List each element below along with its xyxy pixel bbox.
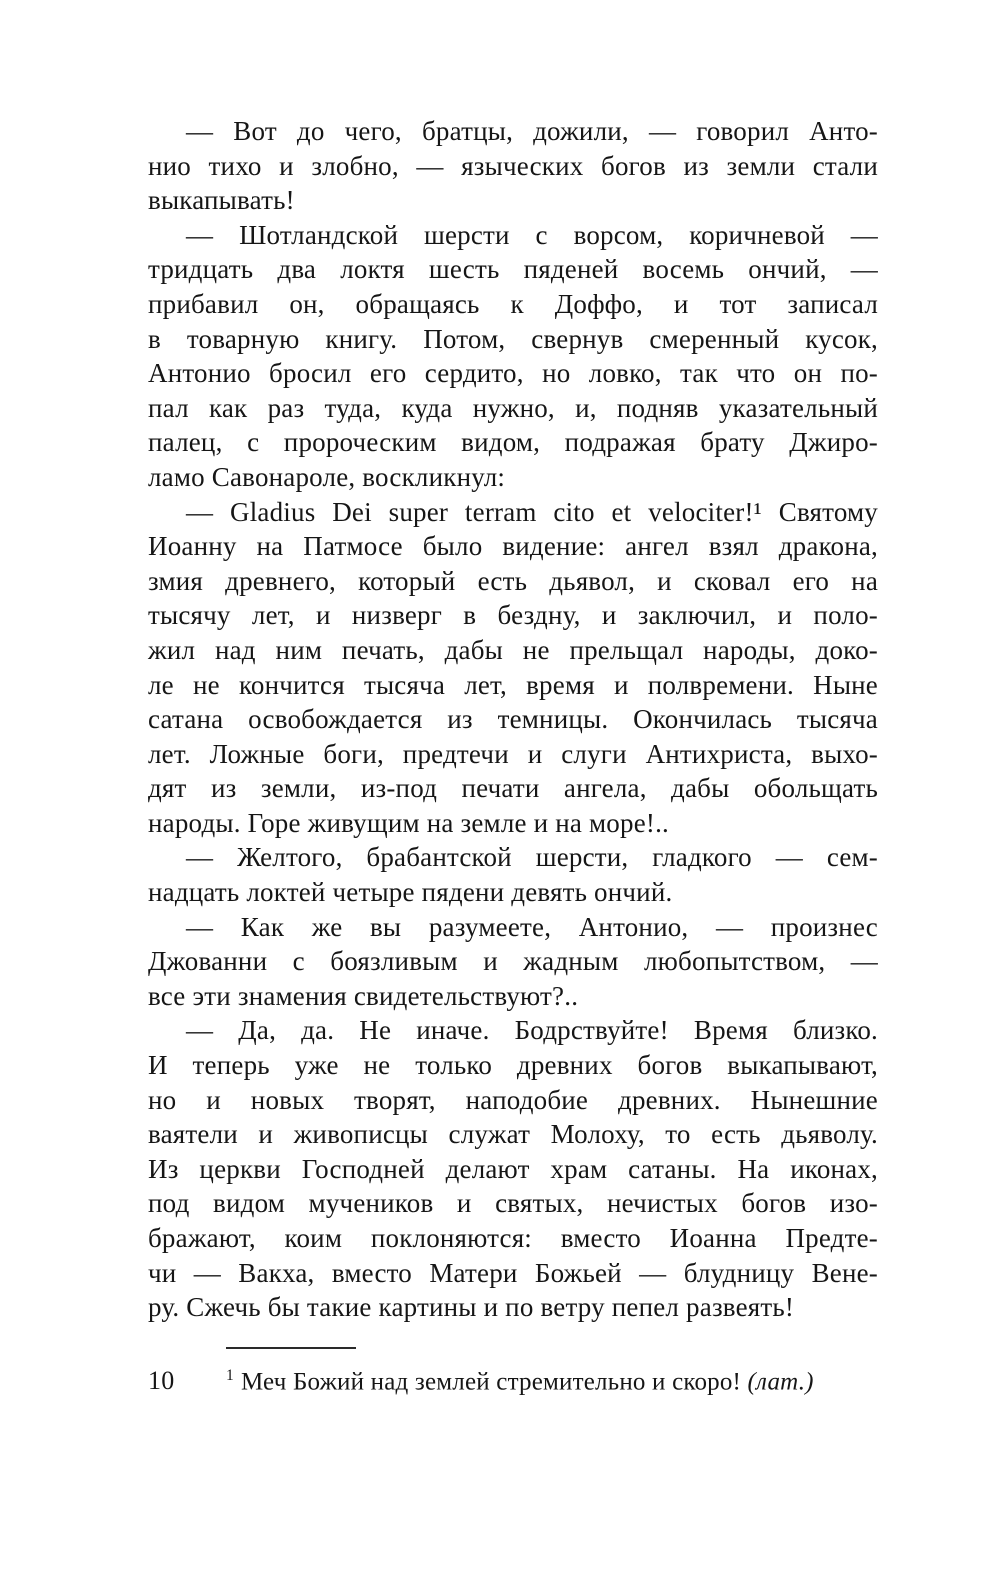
text-line: Из церкви Господней делают храм сатаны. На иконах, <box>148 1153 878 1184</box>
text-line: — Да, да. Не иначе. Бодрствуйте! Время близко. <box>186 1015 878 1046</box>
footer-row <box>148 1359 878 1399</box>
paragraph <box>148 910 878 1014</box>
paragraph <box>148 1013 878 1324</box>
text-line: ламо Савонароле, воскликнул: <box>148 461 506 492</box>
text-line: дят из земли, из-под печати ангела, дабы обольщать <box>148 773 878 804</box>
footnote-marker: 1 <box>226 1366 234 1384</box>
text-line: в товарную книгу. Потом, свернув смеренный кусок, <box>148 323 878 354</box>
text-line: чи — Вакха, вместо Матери Божьей — блудницу Вене- <box>148 1257 878 1288</box>
text-line: но и новых творят, наподобие древних. Нынешние <box>148 1084 878 1115</box>
text-line: народы. Горе живущим на земле и на море!.. <box>148 807 669 838</box>
text-line: пал как раз туда, куда нужно, и, подняв указательный <box>148 392 878 423</box>
footnote <box>226 1359 878 1399</box>
text-line: под видом мучеников и святых, нечистых богов изо- <box>148 1188 878 1219</box>
text-line: лет. Ложные боги, предтечи и слуги Антихриста, выхо- <box>148 738 878 769</box>
text-line: Джованни с боязливым и жадным любопытством, — <box>148 946 878 977</box>
page-text <box>148 114 878 1399</box>
text-line: тысячу лет, и низверг в бездну, и заключил, и поло- <box>148 600 878 631</box>
text-line: прибавил он, обращаясь к Доффо, и тот записал <box>148 288 878 319</box>
page-number: 10 <box>148 1366 175 1396</box>
text-line: бражают, коим поклоняются: вместо Иоанна Предте- <box>148 1223 878 1253</box>
text-line: ваятели и живописцы служат Молоху, то есть дьяволу. <box>148 1119 878 1150</box>
footnote-separator <box>226 1347 356 1349</box>
text-line: — Желтого, брабантской шерсти, гладкого — сем- <box>186 842 878 873</box>
text-line: все эти знамения свидетельствуют?.. <box>148 980 579 1011</box>
text-line: — Gladius Dei super terram cito et velociter!¹ Святому <box>186 496 878 527</box>
text-line: Иоанну на Патмосе было видение: ангел взял дракона, <box>148 531 878 562</box>
paragraph <box>148 840 878 909</box>
paragraph <box>148 114 878 218</box>
text-line: ру. Сжечь бы такие картины и по ветру пепел развеять! <box>148 1292 795 1323</box>
paragraph <box>148 218 878 495</box>
text-line: — Вот до чего, братцы, дожили, — говорил Анто- <box>186 116 878 146</box>
text-line: ле не кончится тысяча лет, время и полвремени. Ныне <box>148 669 878 700</box>
text-line: змия древнего, который есть дьявол, и сковал его на <box>148 565 878 596</box>
text-line: И теперь уже не только древних богов выкапывают, <box>148 1050 878 1081</box>
text-line: тридцать два локтя шесть пяденей восемь ончий, — <box>148 254 878 285</box>
page-footer <box>148 1347 878 1399</box>
text-line: выкапывать! <box>148 185 295 216</box>
paragraph <box>148 495 878 841</box>
text-line: Антонио бросил его сердито, но ловко, так что он по- <box>148 358 878 389</box>
footnote-text: Меч Божий над землей стремительно и скоро! <box>240 1368 748 1396</box>
text-line: нио тихо и злобно, — языческих богов из земли стали <box>148 150 878 181</box>
text-line: сатана освобождается из темницы. Окончилась тысяча <box>148 704 878 735</box>
text-line: надцать локтей четыре пядени девять ончий. <box>148 877 673 908</box>
text-line: — Как же вы разумеете, Антонио, — произнес <box>186 911 878 942</box>
text-line: палец, с пророческим видом, подражая брату Джиро- <box>148 427 878 458</box>
footnote-language: (лат.) <box>747 1368 814 1396</box>
text-line: жил над ним печать, дабы не прельщал народы, доко- <box>148 634 878 665</box>
text-line: — Шотландской шерсти с ворсом, коричневой — <box>186 219 878 250</box>
